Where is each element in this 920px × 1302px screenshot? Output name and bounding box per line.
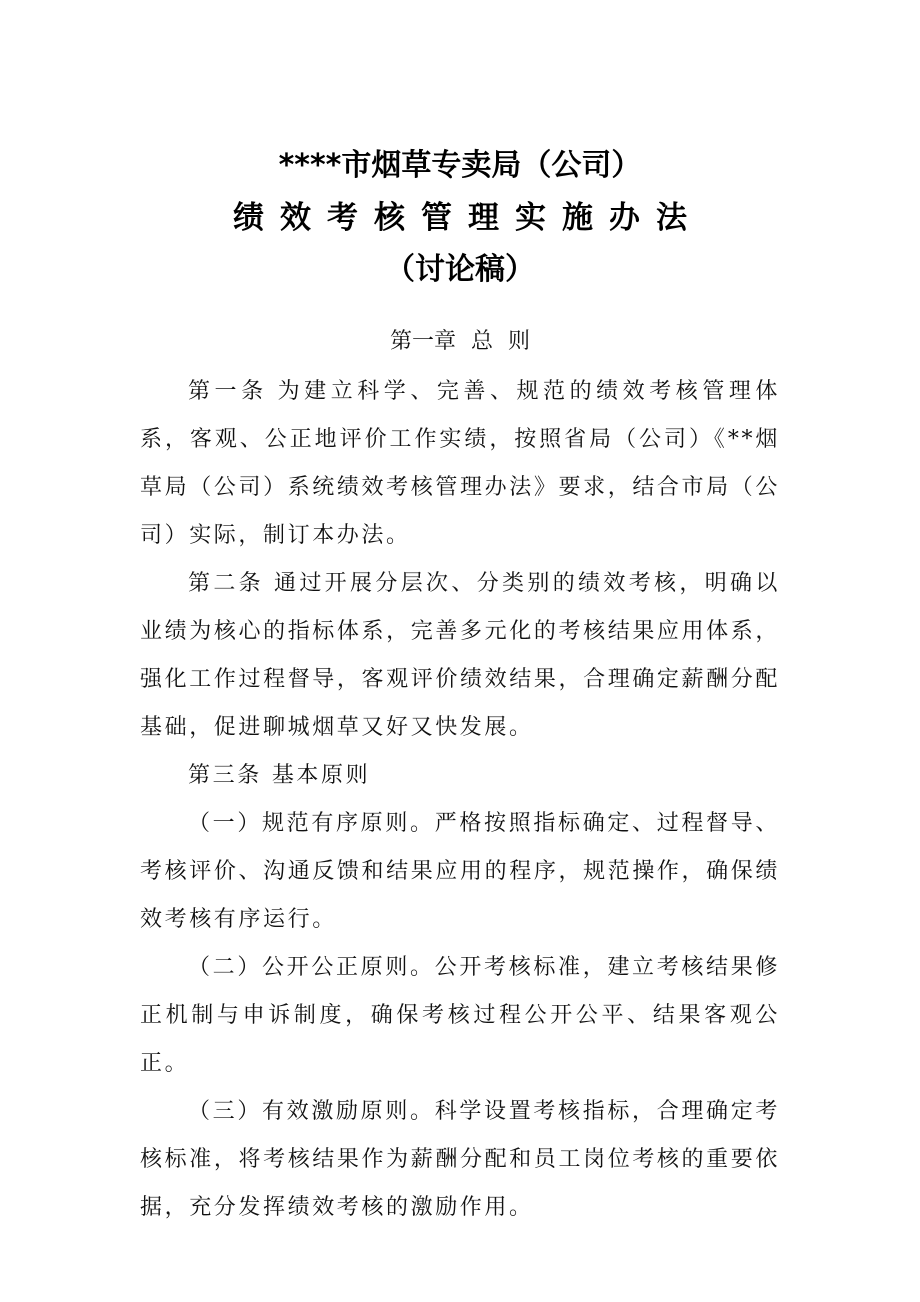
- article-3-text: 基本原则: [271, 763, 371, 788]
- article-2-number: 第二条: [188, 571, 265, 596]
- document-page: [140, 140, 780, 1232]
- title-line-draft-note: （讨论稿）: [385, 252, 535, 287]
- article-3: [140, 752, 780, 800]
- document-body: [140, 368, 780, 1232]
- article-1: [140, 368, 780, 560]
- chapter-heading: 第一章 总 则: [390, 329, 530, 354]
- principle-3: （三）有效激励原则。科学设置考核指标，合理确定考核标准，将考核结果作为薪酬分配和员工岗位考核的重要依据，充分发挥绩效考核的激励作用。: [140, 1099, 780, 1220]
- article-2-text: 通过开展分层次、分类别的绩效考核，明确以业绩为核心的指标体系，完善多元化的考核结果应用体系，强化工作过程督导，客观评价绩效结果，合理确定薪酬分配基础，促进聊城烟草又好又快发展。: [140, 571, 780, 740]
- article-1-text: 为建立科学、完善、规范的绩效考核管理体系，客观、公正地评价工作实绩，按照省局（公司）《**烟草局（公司）系统绩效考核管理办法》要求，结合市局（公司）实际，制订本办法。: [140, 379, 780, 548]
- title-line-main: 绩效考核管理实施办法: [233, 200, 703, 236]
- principle-1: （一）规范有序原则。严格按照指标确定、过程督导、考核评价、沟通反馈和结果应用的程序，规范操作，确保绩效考核有序运行。: [140, 811, 780, 932]
- article-1-number: 第一条: [188, 379, 268, 404]
- article-2: [140, 560, 780, 752]
- article-3-number: 第三条: [188, 763, 262, 788]
- principle-2: （二）公开公正原则。公开考核标准，建立考核结果修正机制与申诉制度，确保考核过程公开公平、结果客观公正。: [140, 955, 780, 1076]
- document-title: [140, 140, 780, 296]
- title-line-organization: ****市烟草专卖局（公司）: [278, 148, 642, 183]
